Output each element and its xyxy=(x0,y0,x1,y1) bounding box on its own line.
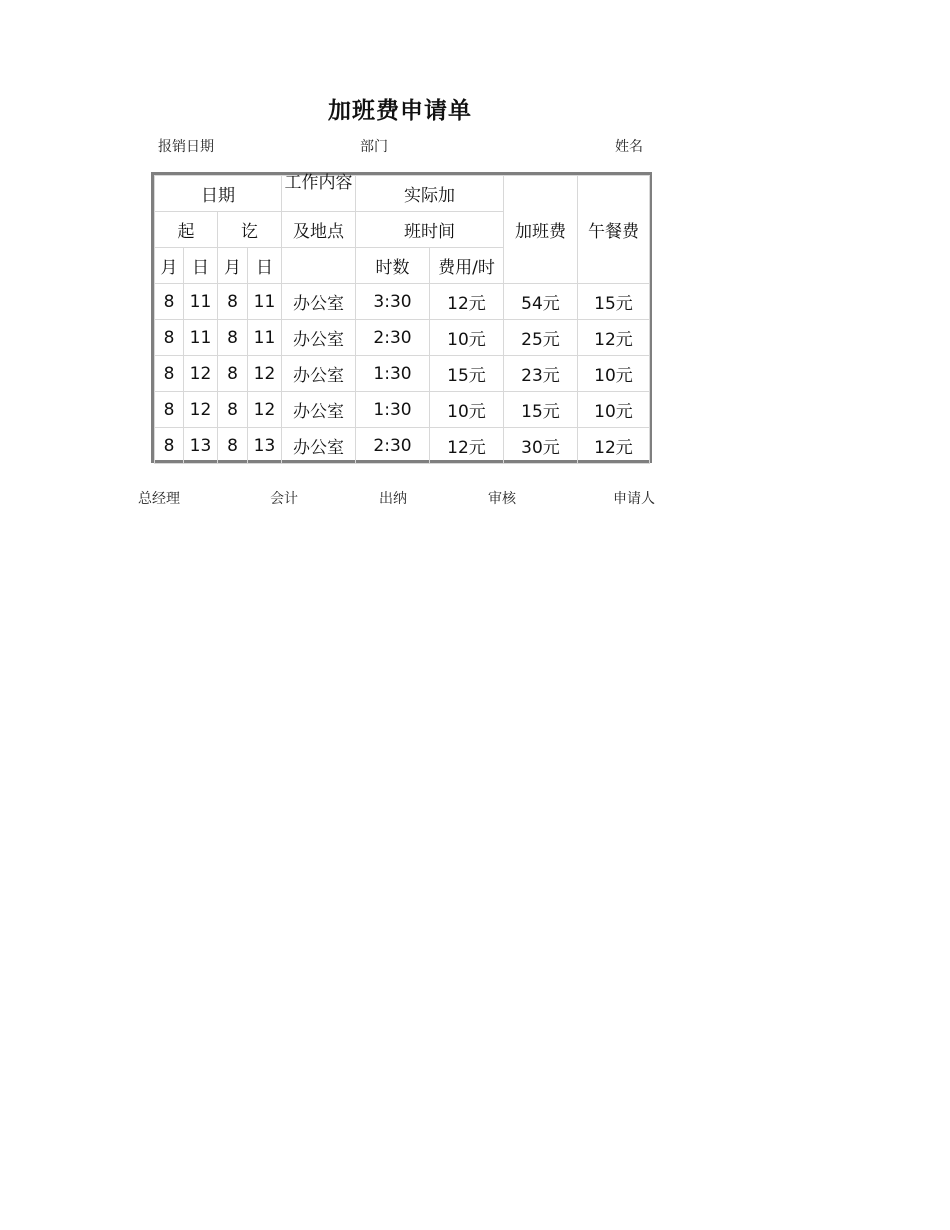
header-blank xyxy=(282,248,356,284)
cell-hours: 2:30 xyxy=(356,428,430,464)
name-label: 姓名 xyxy=(615,139,643,155)
table-row xyxy=(155,356,650,392)
cell-to-month: 8 xyxy=(218,284,248,320)
cell-hours: 3:30 xyxy=(356,284,430,320)
header-to-day: 日 xyxy=(248,248,282,284)
cell-from-day: 11 xyxy=(184,320,218,356)
cell-place: 办公室 xyxy=(282,284,356,320)
cell-lunch: 12元 xyxy=(578,428,650,464)
signature-reviewer: 审核 xyxy=(488,491,516,507)
signature-row xyxy=(138,486,655,508)
header-from-month: 月 xyxy=(155,248,184,284)
cell-to-month: 8 xyxy=(218,428,248,464)
signature-manager: 总经理 xyxy=(138,491,180,507)
cell-to-month: 8 xyxy=(218,392,248,428)
cell-pay: 23元 xyxy=(504,356,578,392)
header-rate: 费用/时 xyxy=(430,248,504,284)
table-row xyxy=(155,428,650,464)
header-hours: 时数 xyxy=(356,248,430,284)
cell-hours: 1:30 xyxy=(356,392,430,428)
signature-applicant: 申请人 xyxy=(613,491,655,507)
header-overtime-pay: 加班费 xyxy=(504,176,578,284)
cell-from-month: 8 xyxy=(155,392,184,428)
cell-lunch: 12元 xyxy=(578,320,650,356)
cell-place: 办公室 xyxy=(282,392,356,428)
signature-accountant: 会计 xyxy=(270,491,298,507)
cell-rate: 12元 xyxy=(430,428,504,464)
department-label: 部门 xyxy=(360,139,388,155)
header-overtime-hours-group: 班时间 xyxy=(356,212,504,248)
cell-from-month: 8 xyxy=(155,284,184,320)
form-title: 加班费申请单 xyxy=(328,98,472,124)
cell-rate: 10元 xyxy=(430,320,504,356)
cell-to-month: 8 xyxy=(218,356,248,392)
cell-pay: 15元 xyxy=(504,392,578,428)
header-date: 日期 xyxy=(155,176,282,212)
report-date-label: 报销日期 xyxy=(158,139,214,155)
cell-hours: 2:30 xyxy=(356,320,430,356)
cell-place: 办公室 xyxy=(282,356,356,392)
cell-lunch: 10元 xyxy=(578,356,650,392)
cell-rate: 12元 xyxy=(430,284,504,320)
overtime-table xyxy=(154,175,650,464)
cell-to-day: 13 xyxy=(248,428,282,464)
cell-to-day: 12 xyxy=(248,356,282,392)
cell-rate: 15元 xyxy=(430,356,504,392)
cell-place: 办公室 xyxy=(282,428,356,464)
cell-pay: 54元 xyxy=(504,284,578,320)
cell-from-day: 11 xyxy=(184,284,218,320)
header-to: 讫 xyxy=(218,212,282,248)
cell-from-day: 12 xyxy=(184,356,218,392)
cell-from-month: 8 xyxy=(155,428,184,464)
header-from-day: 日 xyxy=(184,248,218,284)
header-actual-overtime: 实际加 xyxy=(356,176,504,212)
cell-rate: 10元 xyxy=(430,392,504,428)
header-work-content xyxy=(282,173,356,212)
signature-cashier: 出纳 xyxy=(379,491,407,507)
cell-pay: 25元 xyxy=(504,320,578,356)
cell-lunch: 15元 xyxy=(578,284,650,320)
table-row xyxy=(155,320,650,356)
table-row xyxy=(155,284,650,320)
cell-from-day: 12 xyxy=(184,392,218,428)
header-location: 及地点 xyxy=(282,212,356,248)
cell-pay: 30元 xyxy=(504,428,578,464)
cell-hours: 1:30 xyxy=(356,356,430,392)
header-work-content-text: 工作内容 xyxy=(284,173,353,193)
header-from: 起 xyxy=(155,212,218,248)
cell-to-month: 8 xyxy=(218,320,248,356)
cell-to-day: 11 xyxy=(248,284,282,320)
cell-from-month: 8 xyxy=(155,356,184,392)
table-row xyxy=(155,392,650,428)
cell-lunch: 10元 xyxy=(578,392,650,428)
cell-from-month: 8 xyxy=(155,320,184,356)
header-lunch-fee: 午餐费 xyxy=(578,176,650,284)
cell-place: 办公室 xyxy=(282,320,356,356)
cell-to-day: 11 xyxy=(248,320,282,356)
overtime-table-frame xyxy=(151,172,652,463)
cell-from-day: 13 xyxy=(184,428,218,464)
header-to-month: 月 xyxy=(218,248,248,284)
cell-to-day: 12 xyxy=(248,392,282,428)
